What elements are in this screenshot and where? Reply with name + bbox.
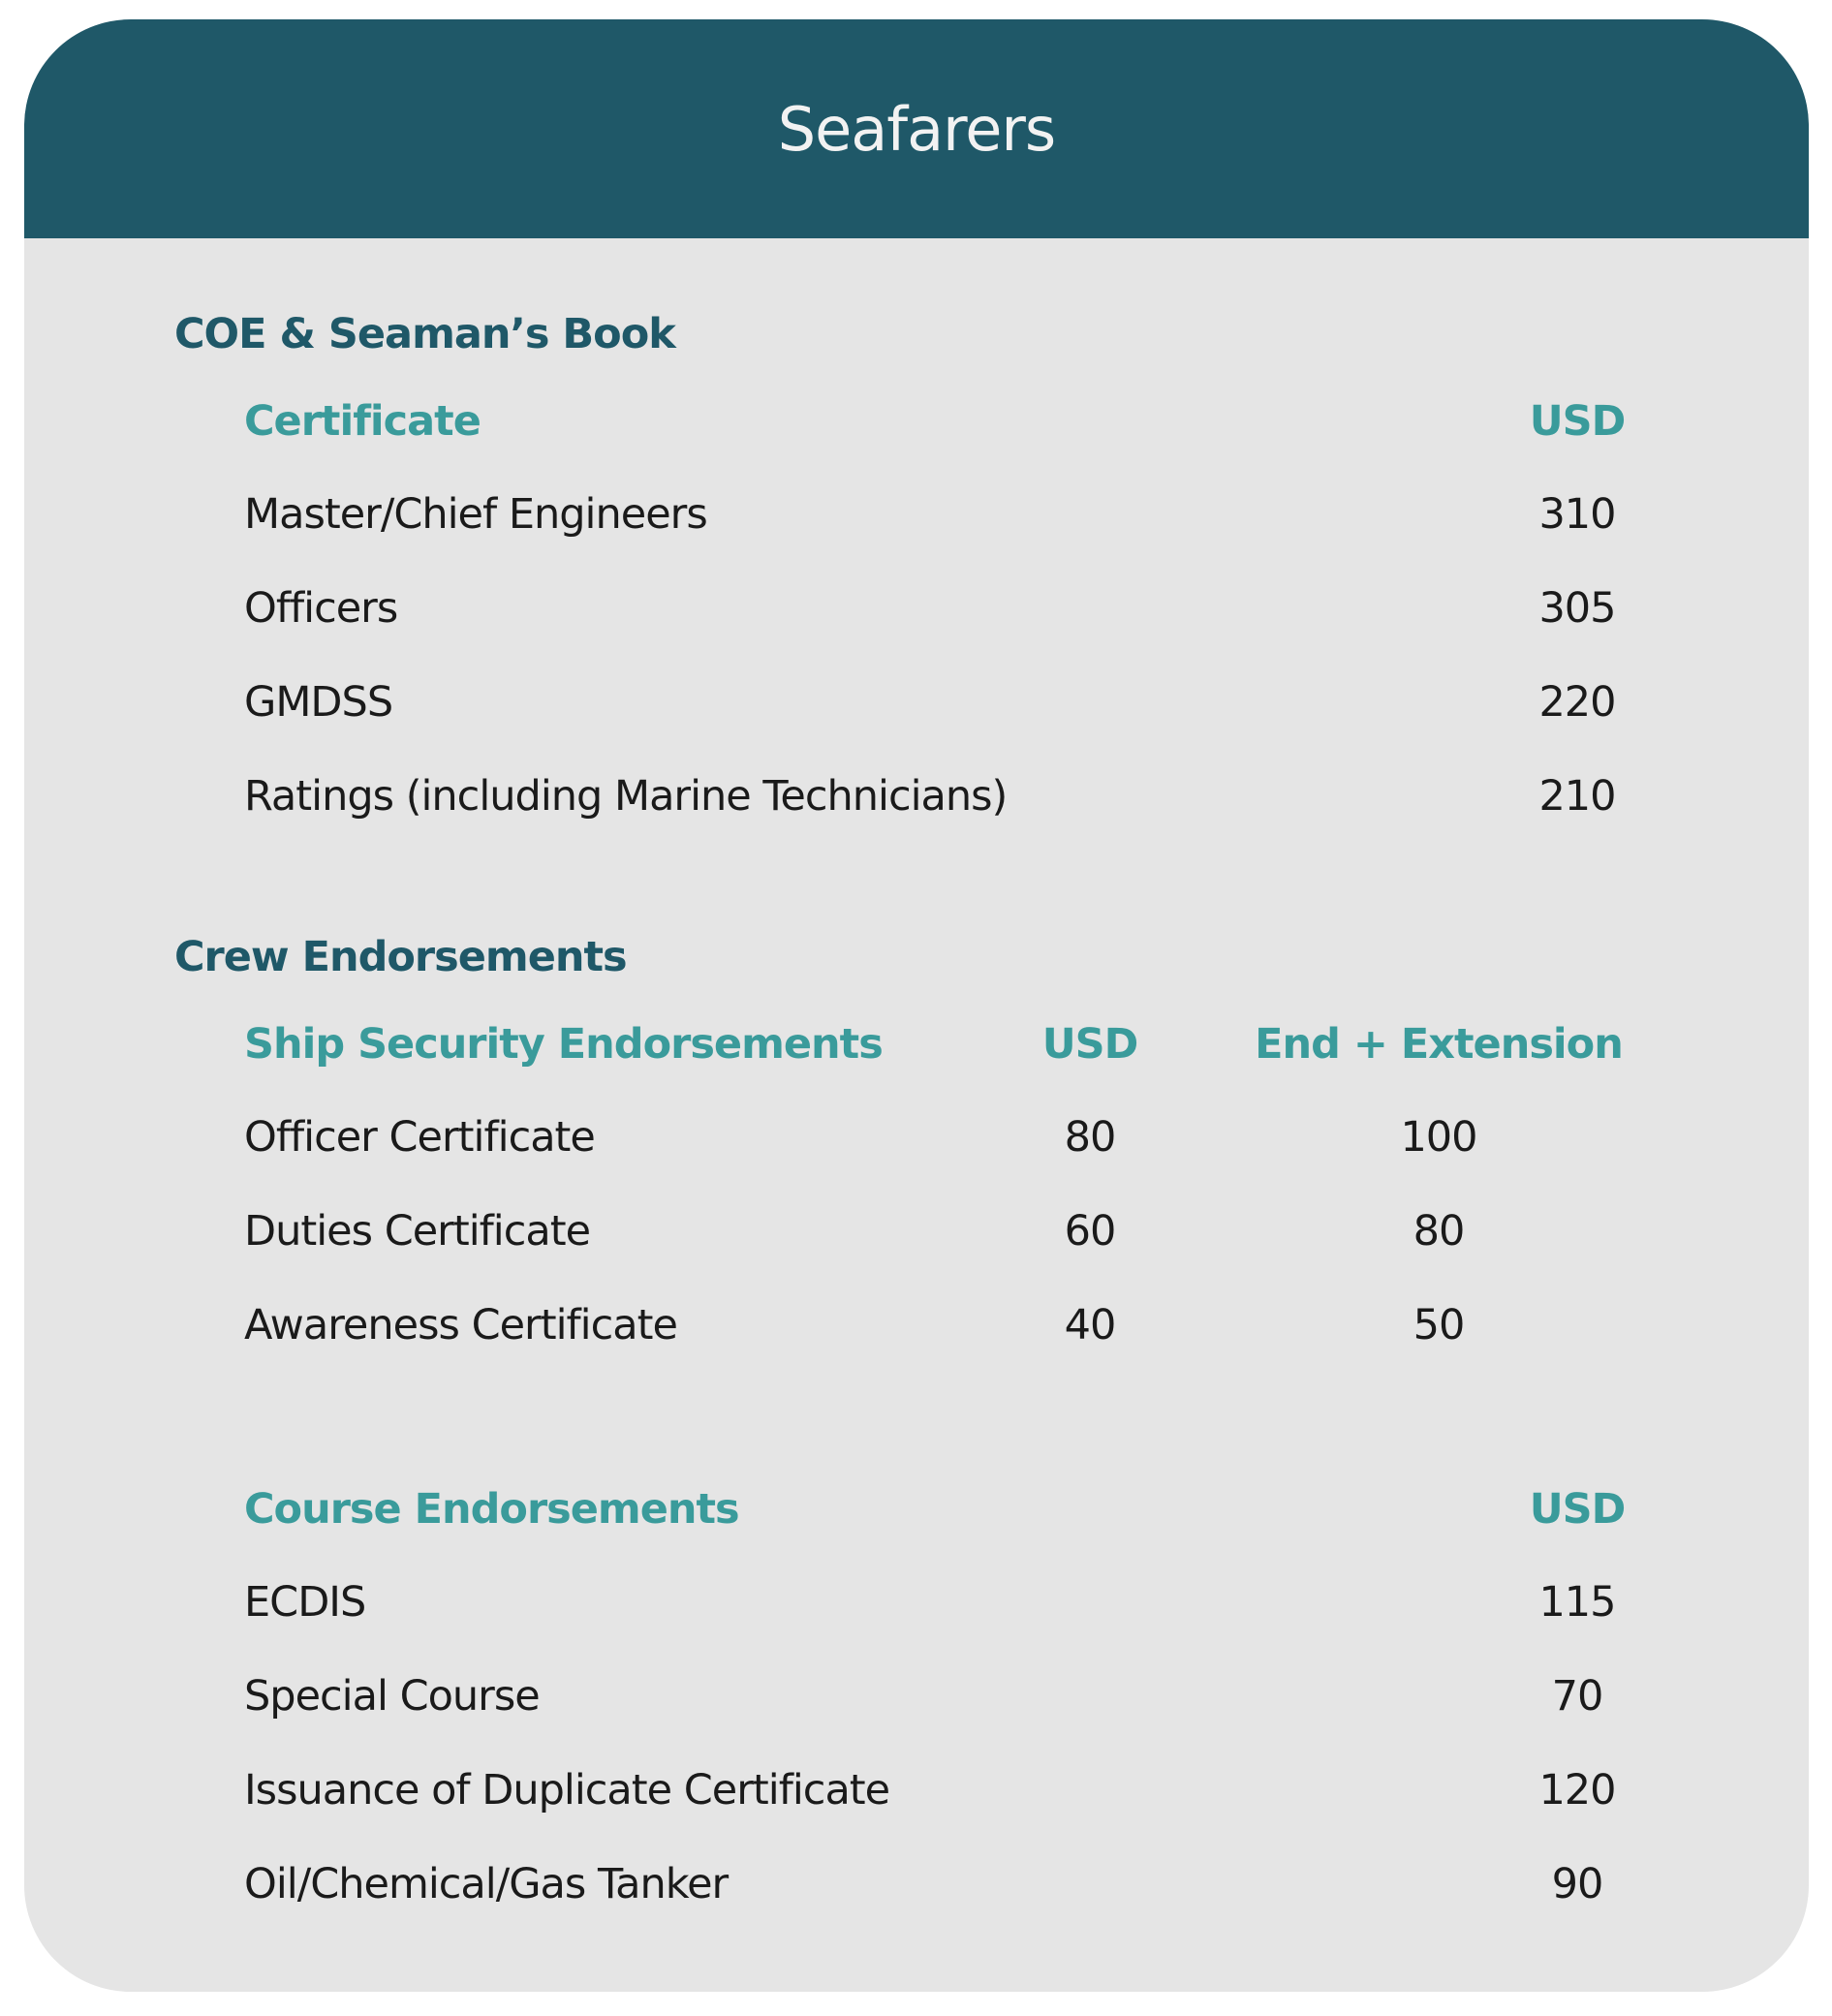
course-row-usd: 120 <box>1538 1766 1616 1814</box>
course-row-label: Issuance of Duplicate Certificate <box>244 1766 890 1814</box>
coe-header-usd: USD <box>1529 397 1626 446</box>
security-row-usd: 80 <box>1064 1113 1116 1162</box>
course-row-usd: 70 <box>1551 1672 1603 1721</box>
course-header-label: Course Endorsements <box>244 1485 739 1534</box>
course-header-usd: USD <box>1529 1485 1626 1534</box>
coe-row-label: Master/Chief Engineers <box>244 490 707 539</box>
coe-header-certificate: Certificate <box>244 397 481 446</box>
security-header-usd: USD <box>1041 1020 1138 1069</box>
security-row-ext: 100 <box>1400 1113 1477 1162</box>
security-row-label: Officer Certificate <box>244 1113 595 1162</box>
coe-row-label: Ratings (including Marine Technicians) <box>244 772 1008 821</box>
security-row-ext: 50 <box>1413 1301 1465 1349</box>
seafarers-card <box>24 19 1809 1992</box>
course-row-label: Oil/Chemical/Gas Tanker <box>244 1860 729 1908</box>
security-row-label: Duties Certificate <box>244 1207 591 1256</box>
security-header-label: Ship Security Endorsements <box>244 1020 883 1069</box>
section-title-crew: Crew Endorsements <box>174 933 627 981</box>
page-title: Seafarers <box>777 93 1056 165</box>
course-row-label: ECDIS <box>244 1578 366 1627</box>
course-row-label: Special Course <box>244 1672 540 1721</box>
section-title-coe: COE & Seaman’s Book <box>174 310 675 358</box>
course-row-usd: 115 <box>1538 1578 1616 1627</box>
card-header <box>24 19 1809 238</box>
coe-row-usd: 305 <box>1538 584 1616 633</box>
security-row-usd: 40 <box>1064 1301 1116 1349</box>
coe-row-label: Officers <box>244 584 398 633</box>
coe-row-usd: 220 <box>1538 678 1616 727</box>
security-row-label: Awareness Certificate <box>244 1301 677 1349</box>
coe-row-usd: 210 <box>1538 772 1616 821</box>
coe-row-usd: 310 <box>1538 490 1616 539</box>
security-header-extension: End + Extension <box>1255 1020 1623 1069</box>
security-row-ext: 80 <box>1413 1207 1465 1256</box>
course-row-usd: 90 <box>1551 1860 1603 1908</box>
coe-row-label: GMDSS <box>244 678 393 727</box>
security-row-usd: 60 <box>1064 1207 1116 1256</box>
